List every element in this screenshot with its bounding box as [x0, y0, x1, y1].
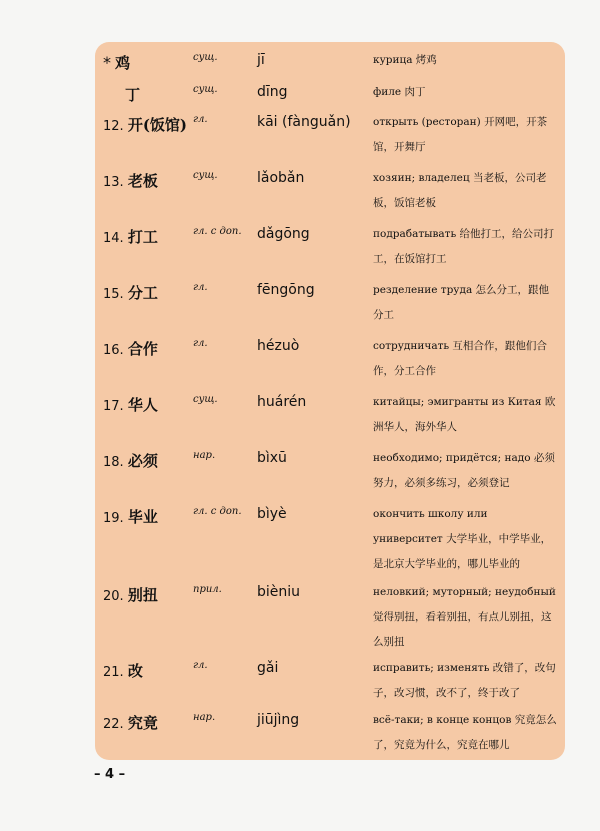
- entry-hanzi: 打工: [127, 228, 158, 246]
- entry-number: 20.: [103, 589, 124, 604]
- entry-hanzi: 开(饭馆): [127, 116, 188, 134]
- entry-pinyin: dīng: [257, 84, 288, 100]
- entry-part-of-speech: гл.: [193, 114, 208, 125]
- entry-part-of-speech: сущ.: [193, 52, 218, 63]
- vocabulary-panel: [95, 42, 565, 760]
- entry-definition: резделение труда 怎么分工，跟他分工: [373, 284, 550, 321]
- entry-definition: неловкий; муторный; неудобный 觉得别扭，看着别扭，有点儿别扭，这么别扭: [373, 586, 556, 648]
- entry-definition: открыть (ресторан) 开网吧，开茶馆，开舞厅: [373, 116, 548, 153]
- entry-part-of-speech: сущ.: [193, 170, 218, 181]
- entry-hanzi: 老板: [127, 172, 158, 190]
- entry-part-of-speech: нар.: [193, 450, 216, 461]
- entry-pinyin: fēngōng: [257, 282, 315, 298]
- entry-pinyin: bìyè: [257, 506, 287, 522]
- entry-number: *: [103, 53, 111, 72]
- entry-number: 18.: [103, 455, 124, 470]
- entry-number: 17.: [103, 399, 124, 414]
- entry-part-of-speech: прил.: [193, 584, 222, 595]
- entry-definition: необходимо; придётся; надо 必须努力，必须多练习，必须登记: [373, 452, 555, 489]
- entry-definition: филе 肉丁: [373, 86, 426, 98]
- entry-part-of-speech: гл. с доп.: [193, 226, 242, 237]
- entry-definition: окончить школу или университет 大学毕业，中学毕业，是北京大学毕业的，哪儿毕业的: [373, 508, 552, 570]
- entry-pinyin: gǎi: [257, 660, 279, 676]
- entry-number: 16.: [103, 343, 124, 358]
- entry-part-of-speech: сущ.: [193, 84, 218, 95]
- entry-pinyin: huárén: [257, 394, 307, 410]
- entry-definition: курица 烤鸡: [373, 54, 437, 66]
- entry-pinyin: dǎgōng: [257, 226, 310, 242]
- entry-pinyin: lǎobǎn: [257, 170, 305, 186]
- entry-part-of-speech: сущ.: [193, 394, 218, 405]
- entry-number: 21.: [103, 665, 124, 680]
- entry-definition: исправить; изменять 改错了，改句子，改习惯，改不了，终于改了: [373, 662, 556, 699]
- entry-number: 22.: [103, 717, 124, 732]
- entry-pinyin: bièniu: [257, 584, 301, 600]
- entry-part-of-speech: гл. с доп.: [193, 506, 242, 517]
- entry-number: 19.: [103, 511, 124, 526]
- entry-number: 15.: [103, 287, 124, 302]
- entry-definition: сотрудничать 互相合作，跟他们合作，分工合作: [373, 340, 547, 377]
- entry-pinyin: jī: [257, 52, 265, 68]
- entry-hanzi: 华人: [127, 396, 158, 414]
- entry-definition: хозяин; владелец 当老板，公司老板，饭馆老板: [373, 172, 547, 209]
- entry-hanzi: 丁: [125, 86, 141, 104]
- entry-hanzi: 毕业: [127, 508, 158, 526]
- entry-definition: китайцы; эмигранты из Китая 欧洲华人，海外华人: [373, 396, 556, 433]
- entry-hanzi: 鸡: [115, 54, 131, 72]
- entry-hanzi: 合作: [127, 340, 158, 358]
- entry-pinyin: hézuò: [257, 338, 300, 354]
- entry-pinyin: jiūjìng: [257, 712, 300, 728]
- entry-part-of-speech: гл.: [193, 338, 208, 349]
- entry-hanzi: 改: [127, 662, 143, 680]
- entry-hanzi: 别扭: [127, 586, 158, 604]
- page-number: – 4 –: [94, 767, 126, 782]
- entry-part-of-speech: гл.: [193, 660, 208, 671]
- entry-hanzi: 分工: [127, 284, 158, 302]
- entry-pinyin: bìxū: [257, 450, 287, 466]
- entry-number: 13.: [103, 175, 124, 190]
- entry-hanzi: 必须: [127, 452, 158, 470]
- entry-number: 14.: [103, 231, 124, 246]
- entry-hanzi: 究竟: [127, 714, 158, 732]
- entry-pinyin: kāi (fànguǎn): [257, 114, 351, 130]
- entry-number: 12.: [103, 119, 124, 134]
- entry-part-of-speech: нар.: [193, 712, 216, 723]
- entry-part-of-speech: гл.: [193, 282, 208, 293]
- entry-definition: всё-таки; в конце концов 究竟怎么了，究竟为什么，究竟在哪儿: [373, 714, 557, 751]
- entry-definition: подрабатывать 给他打工，给公司打工，在饭馆打工: [373, 228, 555, 265]
